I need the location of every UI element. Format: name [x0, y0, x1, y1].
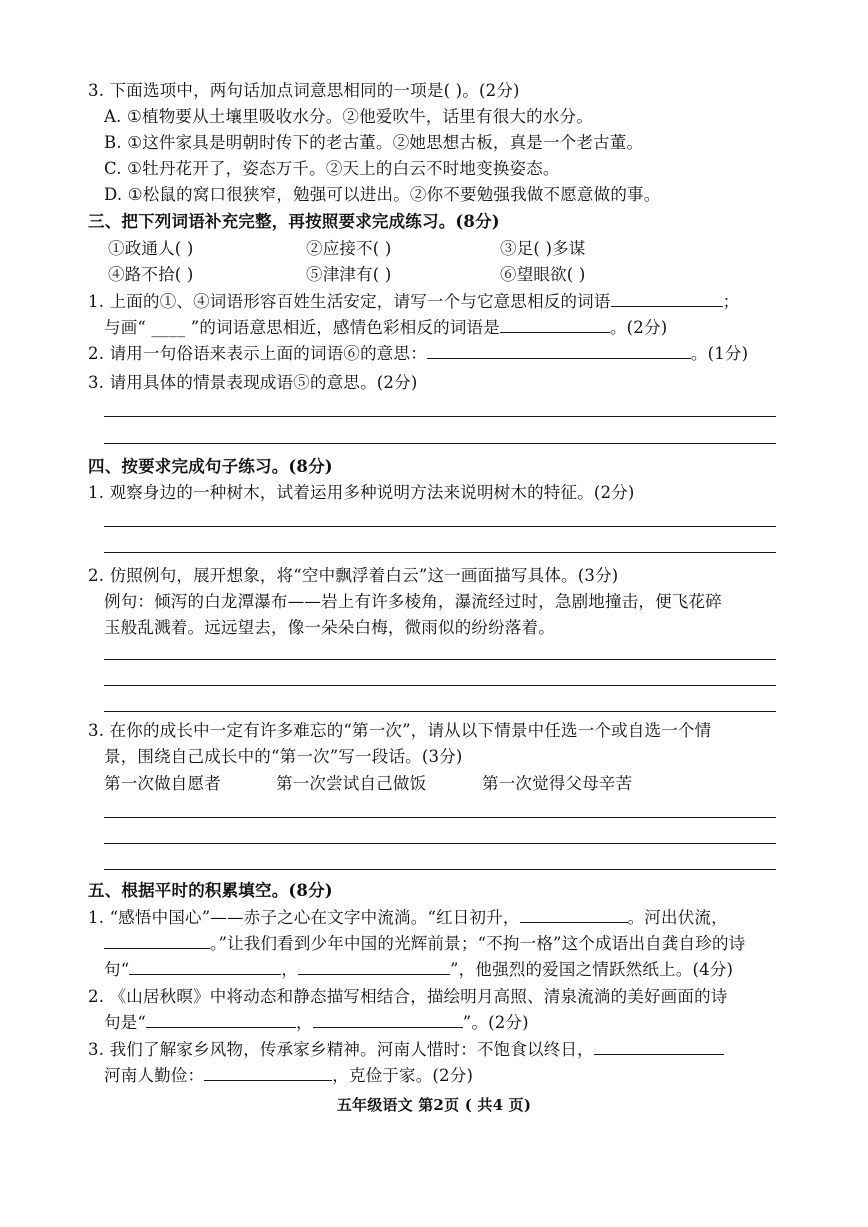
answer-line[interactable] [104, 659, 776, 660]
answer-blank[interactable] [611, 292, 723, 307]
s3-q1-text: 1. 上面的①、④词语形容百姓生活安定，请写一个与它意思相反的词语 [88, 292, 611, 311]
answer-line[interactable] [104, 711, 776, 712]
q3-option-d: D. ①松鼠的窝口很狭窄，勉强可以进出。②你不要勉强我做不愿意做的事。 [104, 185, 661, 204]
answer-blank[interactable] [204, 1066, 332, 1081]
answer-blank[interactable] [594, 1040, 724, 1055]
q3-stem: 3. 下面选项中，两句话加点词意思相同的一项是( )。(2分) [88, 81, 520, 100]
answer-blank[interactable] [313, 1013, 463, 1028]
section-5-heading: 五、根据平时的积累填空。(8分) [88, 881, 333, 900]
answer-blank[interactable] [427, 344, 691, 359]
answer-line[interactable] [104, 552, 776, 553]
idiom-1: ①政通人( ) [108, 239, 194, 258]
s4-q3-line1: 3. 在你的成长中一定有许多难忘的“第一次”，请从以下情景中任选一个或自选一个情 [88, 721, 712, 740]
s5-q1-line1: 1. “感悟中国心”——赤子之心在文字中流淌。“红日初升， 。河出伏流， [88, 908, 728, 927]
s4-option-1: 第一次做自愿者 [104, 774, 221, 793]
s4-example-line2: 玉般乱溅着。远远望去，像一朵朵白梅，微雨似的纷纷落着。 [104, 618, 555, 637]
idiom-3: ③足( )多谋 [500, 239, 586, 258]
answer-blank[interactable] [520, 908, 628, 923]
s4-example-line1: 例句：倾泻的白龙潭瀑布——岩上有许多棱角，瀑流经过时，急剧地撞击，便飞花碎 [104, 592, 722, 611]
q3-option-b: B. ①这件家具是明朝时传下的老古董。②她思想古板，真是一个老古董。 [104, 133, 644, 152]
s4-option-2: 第一次尝试自己做饭 [276, 774, 427, 793]
s5-q1-line2: 。”让我们看到少年中国的光辉前景；“不拘一格”这个成语出自龚自珍的诗 [104, 933, 745, 955]
s3-q2-text: 2. 请用一句俗语来表示上面的词语⑥的意思： [88, 344, 427, 363]
answer-line[interactable] [104, 843, 776, 844]
answer-blank[interactable] [146, 1013, 296, 1028]
answer-line[interactable] [104, 416, 776, 417]
s5-q2-line2: 句是“ ， ”。(2分) [104, 1013, 529, 1032]
page-footer: 五年级语文 第2页 ( 共4 页) [336, 1096, 532, 1114]
s5-q3-line2: 河南人勤俭： ，克俭于家。(2分) [104, 1066, 474, 1085]
s3-q1-line2: 与画“ ____ ”的词语意思相近，感情色彩相反的词语是 。(2分) [104, 318, 668, 337]
s4-q1-text: 1. 观察身边的一种树木，试着运用多种说明方法来说明树木的特征。(2分) [88, 483, 635, 502]
section-4-heading: 四、按要求完成句子练习。(8分) [88, 457, 333, 476]
answer-line[interactable] [104, 443, 776, 444]
answer-line[interactable] [104, 685, 776, 686]
s4-option-3: 第一次觉得父母辛苦 [482, 774, 633, 793]
s5-q2-line1: 2. 《山居秋暝》中将动态和静态描写相结合，描绘明月高照、清泉流淌的美好画面的诗 [88, 987, 728, 1006]
idiom-5: ⑤津津有( ) [306, 265, 392, 284]
q3-option-a: A. ①植物要从土壤里吸收水分。②他爱吹牛，话里有很大的水分。 [104, 107, 593, 126]
idiom-6: ⑥望眼欲( ) [500, 265, 586, 284]
section-3-heading: 三、把下列词语补充完整，再按照要求完成练习。(8分) [88, 212, 500, 231]
answer-line[interactable] [104, 869, 776, 870]
answer-line[interactable] [104, 526, 776, 527]
s4-q3-line2: 景，围绕自己成长中的“第一次”写一段话。(3分) [104, 747, 463, 766]
answer-blank[interactable] [129, 960, 281, 975]
s3-q3-text: 3. 请用具体的情景表现成语⑤的意思。(2分) [88, 373, 418, 392]
answer-blank[interactable] [298, 960, 450, 975]
idiom-2: ②应接不( ) [306, 239, 392, 258]
answer-blank[interactable] [104, 934, 210, 949]
s5-q3-line1: 3. 我们了解家乡风物，传承家乡精神。河南人惜时：不饱食以终日， [88, 1039, 724, 1061]
s4-q2-text: 2. 仿照例句，展开想象，将“空中飘浮着白云”这一画面描写具体。(3分) [88, 566, 619, 585]
s3-q1b-text: 与画“ ____ ”的词语意思相近，感情色彩相反的词语是 [104, 318, 500, 337]
answer-line[interactable] [104, 817, 776, 818]
q3-option-c: C. ①牡丹花开了，姿态万千。②天上的白云不时地变换姿态。 [104, 159, 560, 178]
idiom-4: ④路不拾( ) [108, 265, 194, 284]
s3-q1-line1: 1. 上面的①、④词语形容百姓生活安定，请写一个与它意思相反的词语 ； [88, 292, 740, 311]
s5-q1-line3: 句“ ， ”，他强烈的爱国之情跃然纸上。(4分) [104, 960, 734, 979]
s3-q2-line: 2. 请用一句俗语来表示上面的词语⑥的意思： 。(1分) [88, 344, 749, 363]
answer-blank[interactable] [500, 318, 610, 333]
